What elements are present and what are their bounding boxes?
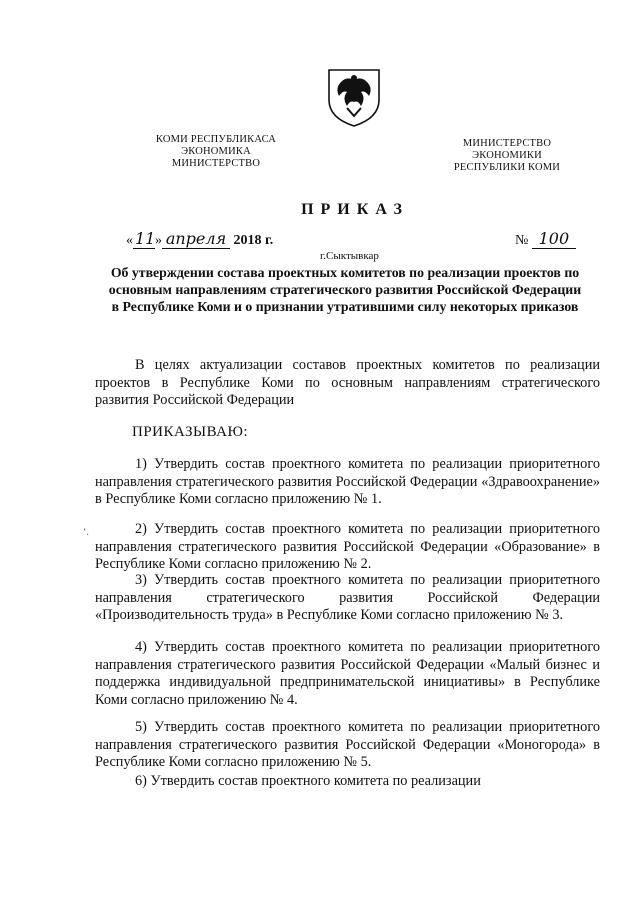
number-handwritten: 100	[532, 229, 576, 249]
org-left-line: ЭКОНОМИКА	[181, 146, 251, 157]
document-city: г.Сыктывкар	[320, 250, 379, 262]
date-day-handwritten: 11	[135, 229, 156, 248]
document-type: ПРИКАЗ	[301, 201, 409, 218]
document-title: Об утверждении состава проектных комитетов по реализации проектов по основным направлениям стратегического развития Российской Федерации в Республике Коми и о признании утратившими силу некоторых приказов	[108, 265, 582, 314]
document-number	[515, 229, 576, 249]
order-item: 3) Утвердить состав проектного комитета по реализации приоритетного направления стратегического развития Российской Федерации «Производительность труда» в Республике Коми согласно приложению № 3.	[95, 572, 600, 623]
org-name-russian	[438, 138, 576, 174]
scan-speck-mark: ‘.	[83, 527, 89, 538]
org-right-line: РЕСПУБЛИКИ КОМИ	[453, 162, 561, 173]
number-sign: №	[515, 233, 529, 248]
order-item: 1) Утвердить состав проектного комитета по реализации приоритетного направления стратегического развития Российской Федерации «Здравоохранение» в Республике Коми согласно приложению № 1.	[95, 456, 600, 507]
date-month-handwritten: апреля	[162, 229, 230, 249]
document-date	[126, 229, 273, 249]
order-item: 5) Утвердить состав проектного комитета по реализации приоритетного направления стратегического развития Российской Федерации «Моногорода» в Республике Коми согласно приложению № 5.	[95, 719, 600, 770]
org-right-line: МИНИСТЕРСТВО	[462, 138, 552, 149]
org-left-line: МИНИСТЕРСТВО	[171, 158, 261, 169]
order-item: 6) Утвердить состав проектного комитета по реализации	[135, 773, 481, 789]
order-item: 4) Утвердить состав проектного комитета по реализации приоритетного направления стратегического развития Российской Федерации «Малый бизнес и поддержка индивидуальной предпринимательской инициативы» в Республике Коми согласно приложению № 4.	[95, 639, 600, 708]
date-close-quote: »	[155, 233, 162, 248]
coat-of-arms-emblem-icon	[325, 66, 383, 128]
date-open-quote: «	[126, 233, 133, 248]
org-name-komi	[142, 134, 290, 170]
org-right-line: ЭКОНОМИКИ	[472, 150, 542, 161]
order-word: ПРИКАЗЫВАЮ:	[132, 424, 249, 440]
org-left-line: КОМИ РЕСПУБЛИКАСА	[155, 134, 277, 145]
date-year: 2018 г.	[233, 233, 274, 248]
preamble-paragraph: В целях актуализации составов проектных комитетов по реализации проектов в Республике Коми по основным направлениям стратегического развития Российской Федерации	[95, 357, 600, 408]
order-item: 2) Утвердить состав проектного комитета по реализации приоритетного направления стратегического развития Российской Федерации «Образование» в Республике Коми согласно приложению № 2.	[95, 521, 600, 572]
